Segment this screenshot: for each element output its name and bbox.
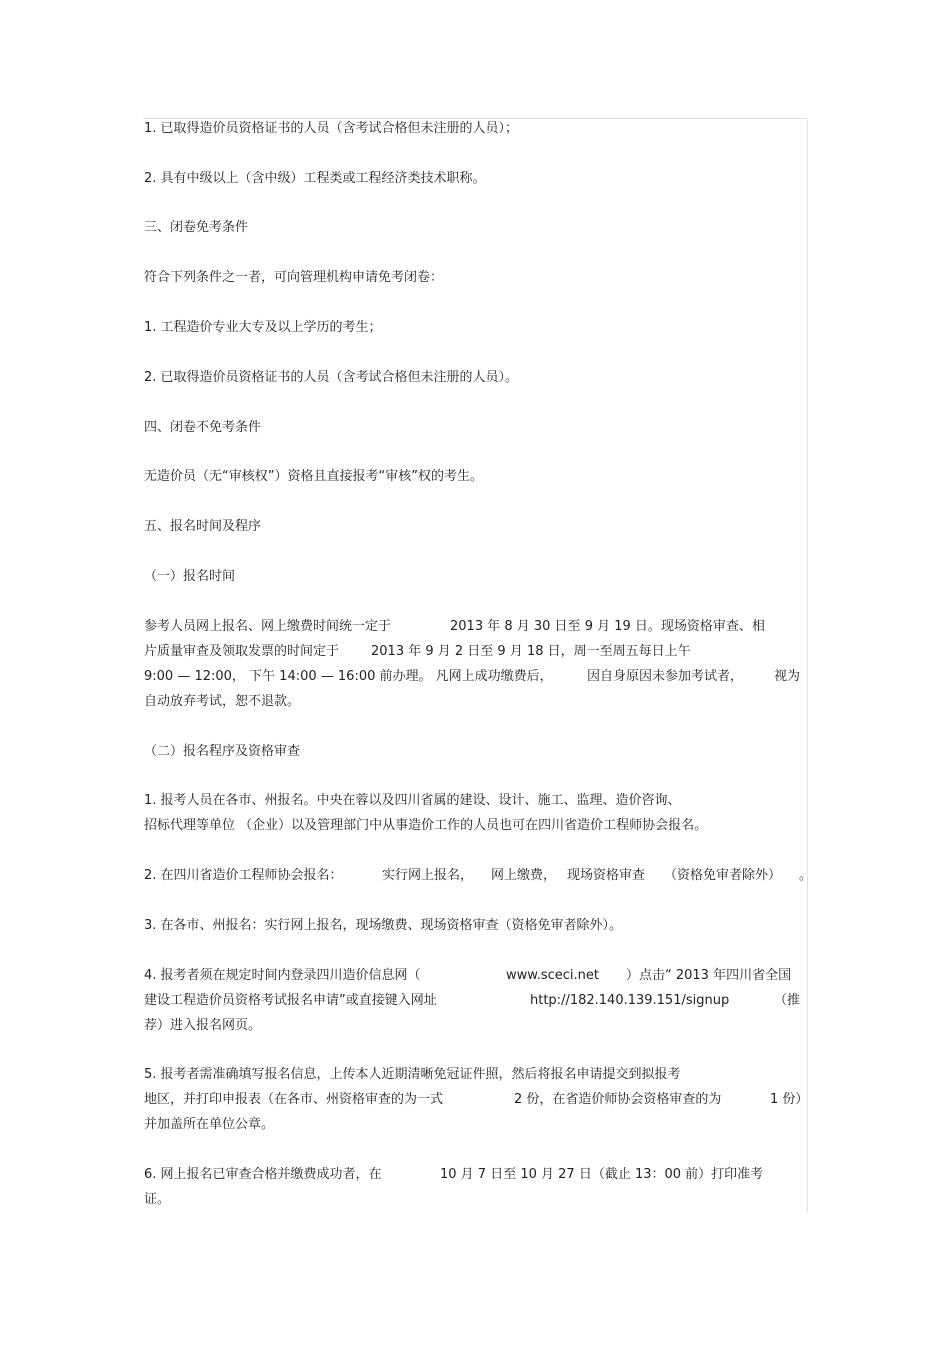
text-segment: 建设工程造价员资格考试报名申请”或直接键入网址 <box>144 993 437 1008</box>
text-line <box>144 1117 808 1133</box>
text-line <box>144 694 808 710</box>
text-segment: 1 份） <box>770 1092 809 1107</box>
text-segment: ）点击“ 2013 年四川省全国 <box>626 968 792 983</box>
text-segment: 。 <box>799 868 813 883</box>
text-line <box>144 793 808 809</box>
text-segment: 3. 在各市、州报名：实行网上报名，现场缴费、现场资格审查（资格免审者除外）。 <box>144 918 623 933</box>
text-segment: 片质量审查及领取发票的时间定于 <box>144 644 340 659</box>
text-line <box>144 619 808 635</box>
text-line <box>144 320 808 336</box>
text-line <box>144 669 808 685</box>
text-line <box>144 993 808 1009</box>
text-line <box>144 744 808 760</box>
text-segment: 1. 报考人员在各市、州报名。中央在蓉以及四川省属的建设、设计、施工、监理、造价咨询、 <box>144 793 681 808</box>
text-segment: 招标代理等单位 （企业）以及管理部门中从事造价工作的人员也可在四川省造价工程师协会报名。 <box>144 818 708 833</box>
text-segment: 证。 <box>144 1192 171 1207</box>
text-segment: 四、闭卷不免考条件 <box>144 420 262 435</box>
text-line <box>144 868 813 884</box>
text-segment: 五、报名时间及程序 <box>144 519 262 534</box>
text-line <box>144 1192 808 1208</box>
text-segment: 并加盖所在单位公章。 <box>144 1117 275 1132</box>
text-segment: 6. 网上报名已审查合格并缴费成功者，在 <box>144 1167 382 1182</box>
text-line <box>144 171 808 187</box>
text-segment: （资格免审者除外） <box>664 868 782 883</box>
text-line <box>144 469 808 485</box>
text-segment: 2. 在四川省造价工程师协会报名： <box>144 868 343 883</box>
text-segment: 荐）进入报名网页。 <box>144 1018 262 1033</box>
text-line <box>144 1092 808 1108</box>
text-segment: 2. 已取得造价员资格证书的人员（含考试合格但未注册的人员）。 <box>144 370 519 385</box>
text-segment: 因自身原因未参加考试者， <box>587 669 744 684</box>
text-line <box>144 1167 808 1183</box>
text-segment: 符合下列条件之一者，可向管理机构申请免考闭卷： <box>144 270 444 285</box>
text-line <box>144 818 808 834</box>
text-segment: 自动放弃考试，恕不退款。 <box>144 694 301 709</box>
text-line <box>144 569 808 585</box>
text-line <box>144 270 808 286</box>
text-segment: 9:00 — 12:00， 下午 14:00 — 16:00 前办理。 凡网上成功缴费后， <box>144 669 553 684</box>
text-segment: 5. 报考者需准确填写报名信息，上传本人近期清晰免冠证件照，然后将报名申请提交到拟报考 <box>144 1067 681 1082</box>
text-segment: （推 <box>774 993 801 1008</box>
text-line <box>144 519 808 535</box>
text-line <box>144 644 808 660</box>
text-segment: 现场资格审查 <box>567 868 646 883</box>
text-segment: 实行网上报名， <box>382 868 474 883</box>
text-line <box>144 121 808 137</box>
text-segment: 2013 年 8 月 30 日至 9 月 19 日。现场资格审查、相 <box>450 619 765 634</box>
text-line <box>144 420 808 436</box>
text-segment: 2. 具有中级以上（含中级）工程类或工程经济类技术职称。 <box>144 171 486 186</box>
text-segment: （一）报名时间 <box>144 569 236 584</box>
text-line <box>144 370 808 386</box>
text-line <box>144 968 808 984</box>
text-segment: 参考人员网上报名、网上缴费时间统一定于 <box>144 619 392 634</box>
text-segment: http://182.140.139.151/signup <box>530 993 730 1008</box>
page-frame-top-border <box>143 118 808 119</box>
text-segment: 三、闭卷免考条件 <box>144 220 249 235</box>
text-segment: 2 份，在省造价师协会资格审查的为 <box>514 1092 722 1107</box>
text-segment: 2013 年 9 月 2 日至 9 月 18 日，周一至周五每日上午 <box>371 644 691 659</box>
text-segment: 网上缴费， <box>491 868 557 883</box>
text-segment: 4. 报考者须在规定时间内登录四川造价信息网（ <box>144 968 421 983</box>
text-segment: www.sceci.net <box>506 968 599 983</box>
text-line <box>144 1018 808 1034</box>
text-segment: 无造价员（无“审核权”）资格且直接报考“审核”权的考生。 <box>144 469 483 484</box>
text-segment: 1. 工程造价专业大专及以上学历的考生； <box>144 320 382 335</box>
text-segment: 1. 已取得造价员资格证书的人员（含考试合格但未注册的人员）； <box>144 121 519 136</box>
text-segment: （二）报名程序及资格审查 <box>144 744 301 759</box>
text-segment: 视为 <box>774 669 801 684</box>
text-segment: 10 月 7 日至 10 月 27 日（截止 13：00 前）打印准考 <box>440 1167 764 1182</box>
text-line <box>144 220 808 236</box>
text-line <box>144 1067 808 1083</box>
text-line <box>144 918 808 934</box>
text-segment: 地区，并打印申报表（在各市、州资格审查的为一式 <box>144 1092 444 1107</box>
